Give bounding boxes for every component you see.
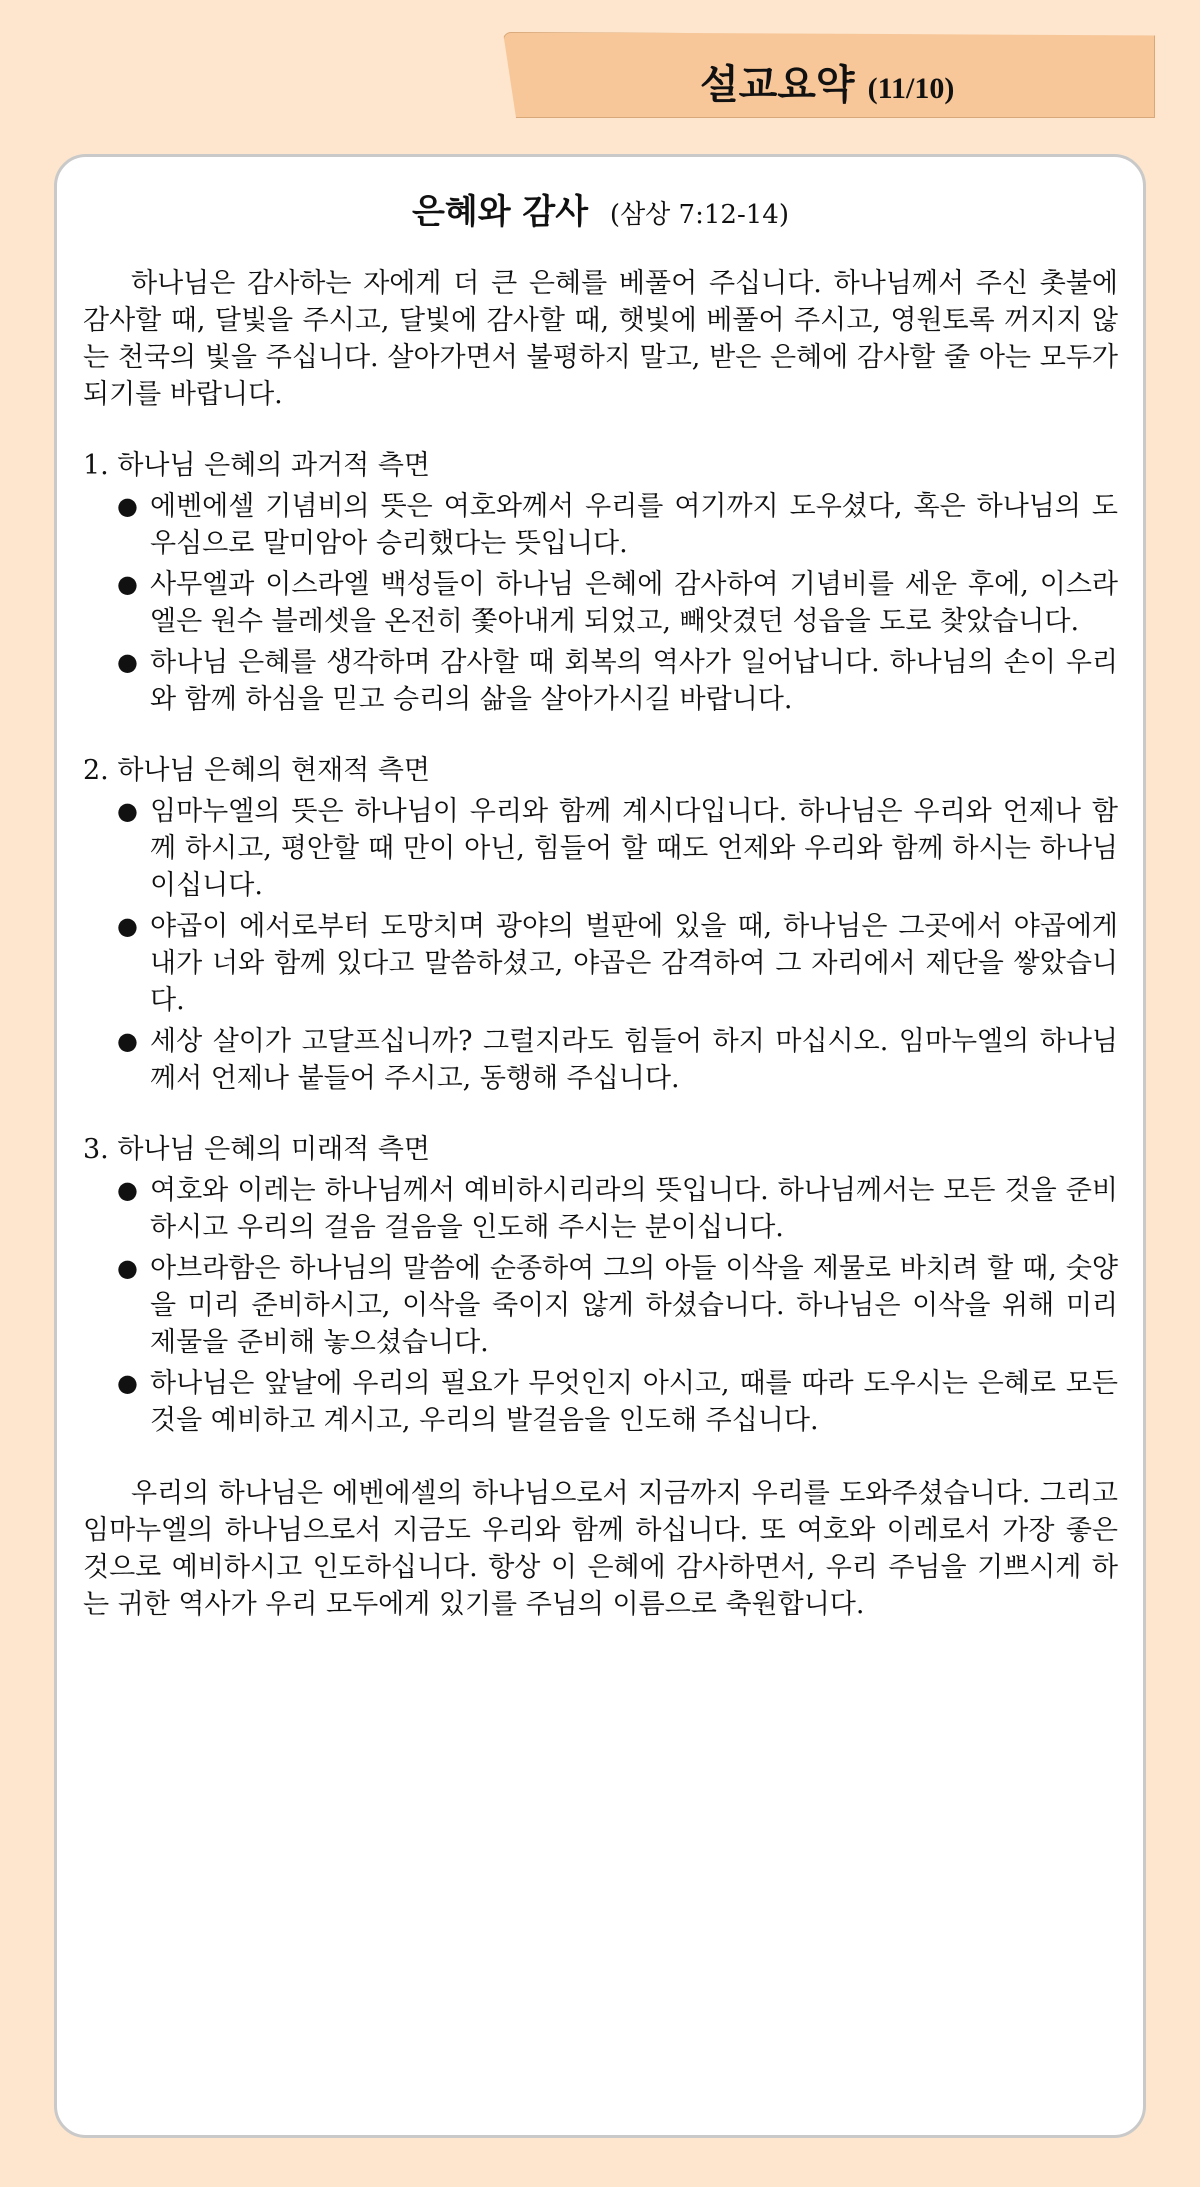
header-title-text: 설교요약 (700, 62, 855, 108)
bullet-icon: ● (117, 1027, 138, 1055)
sermon-title-text: 은혜와 감사 (412, 192, 589, 232)
intro-paragraph: 하나님은 감사하는 자에게 더 큰 은혜를 베풀어 주십니다. 하나님께서 주신 촛불에 감사할 때, 달빛을 주시고, 달빛에 감사할 때, 햇빛에 베풀어 주시고, 영원토록 꺼지지 않는 천국의 빛을 주십니다. 살아가면서 불평하지 말고, 받은 은혜에 감사할 줄 아는 모두가 되기를 바랍니다. (83, 268, 1118, 410)
list-item (83, 488, 1118, 562)
bullet-icon: ● (117, 492, 138, 520)
list-item-text: 사무엘과 이스라엘 백성들이 하나님 은혜에 감사하여 기념비를 세운 후에, 이스라엘은 원수 블레셋을 온전히 쫓아내게 되었고, 빼앗겼던 성읍을 도로 찾았습니다. (150, 569, 1118, 637)
sermon-content (83, 188, 1118, 1623)
section-points (83, 488, 1118, 718)
bullet-icon: ● (117, 912, 138, 940)
list-item-text: 야곱이 에서로부터 도망치며 광야의 벌판에 있을 때, 하나님은 그곳에서 야곱에게 내가 너와 함께 있다고 말씀하셨고, 야곱은 감격하여 그 자리에서 제단을 쌓았습니다. (150, 911, 1118, 1016)
bullet-icon: ● (117, 1176, 138, 1204)
list-item (83, 1172, 1118, 1246)
list-item-text: 아브라함은 하나님의 말씀에 순종하여 그의 아들 이삭을 제물로 바치려 할 때, 숫양을 미리 준비하시고, 이삭을 죽이지 않게 하셨습니다. 하나님은 이삭을 위해 미리 제물을 준비해 놓으셨습니다. (150, 1253, 1118, 1358)
section-heading: 1. 하나님 은혜의 과거적 측면 (83, 450, 430, 481)
list-item-text: 하나님 은혜를 생각하며 감사할 때 회복의 역사가 일어납니다. 하나님의 손이 우리와 함께 하심을 믿고 승리의 삶을 살아가시길 바랍니다. (150, 647, 1118, 715)
bullet-icon: ● (117, 570, 138, 598)
list-item (83, 1023, 1118, 1097)
closing-paragraph: 우리의 하나님은 에벤에셀의 하나님으로서 지금까지 우리를 도와주셨습니다. 그리고 임마누엘의 하나님으로서 지금도 우리와 함께 하십니다. 또 여호와 이레로서 가장 좋은 것으로 예비하시고 인도하십니다. 항상 이 은혜에 감사하면서, 우리 주님을 기쁘시게 하는 귀한 역사가 우리 모두에게 있기를 주님의 이름으로 축원합니다. (83, 1478, 1118, 1620)
list-item-text: 세상 살이가 고달프십니까? 그럴지라도 힘들어 하지 마십시오. 임마누엘의 하나님께서 언제나 붙들어 주시고, 동행해 주십니다. (150, 1026, 1118, 1094)
bullet-icon: ● (117, 797, 138, 825)
sermon-title (83, 188, 1118, 239)
list-item (83, 908, 1118, 1019)
list-item-text: 여호와 이레는 하나님께서 예비하시리라의 뜻입니다. 하나님께서는 모든 것을 준비하시고 우리의 걸음 걸음을 인도해 주시는 분이십니다. (150, 1175, 1118, 1243)
list-item (83, 644, 1118, 718)
list-item (83, 793, 1118, 904)
list-item-text: 에벤에셀 기념비의 뜻은 여호와께서 우리를 여기까지 도우셨다, 혹은 하나님의 도우심으로 말미암아 승리했다는 뜻입니다. (150, 491, 1118, 559)
list-item (83, 566, 1118, 640)
section-points (83, 1172, 1118, 1439)
header-title (700, 50, 954, 120)
list-item (83, 1250, 1118, 1361)
section-heading: 3. 하나님 은혜의 미래적 측면 (83, 1134, 430, 1165)
bullet-icon: ● (117, 1369, 138, 1397)
list-item-text: 임마누엘의 뜻은 하나님이 우리와 함께 계시다입니다. 하나님은 우리와 언제나 함께 하시고, 평안할 때 만이 아닌, 힘들어 할 때도 언제와 우리와 함께 하시는 하나님이십니다. (150, 796, 1118, 901)
list-item (83, 1365, 1118, 1439)
bullet-icon: ● (117, 1254, 138, 1282)
scripture-reference: (삼상 7:12-14) (609, 200, 789, 230)
header-date: (11/10) (867, 72, 955, 105)
section-points (83, 793, 1118, 1097)
section-heading: 2. 하나님 은혜의 현재적 측면 (83, 755, 430, 786)
bullet-icon: ● (117, 648, 138, 676)
list-item-text: 하나님은 앞날에 우리의 필요가 무엇인지 아시고, 때를 따라 도우시는 은혜로 모든 것을 예비하고 계시고, 우리의 발걸음을 인도해 주십니다. (150, 1368, 1118, 1436)
